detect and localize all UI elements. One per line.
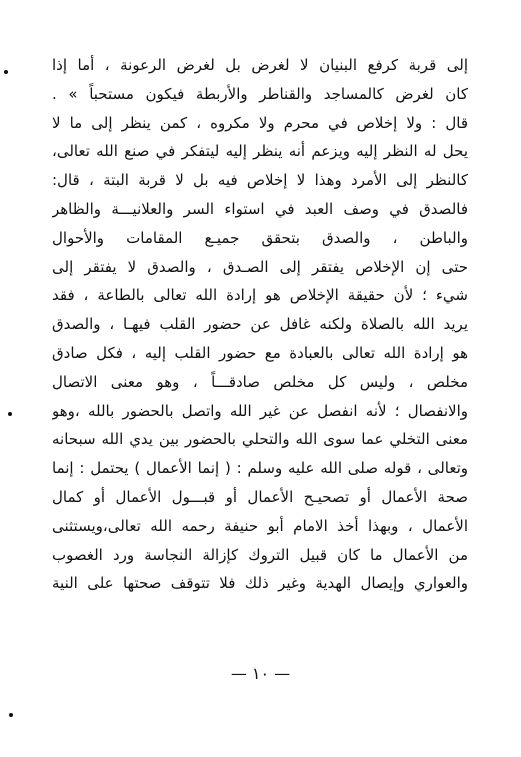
text-line: كالنظر إلى الأمرد وهذا لا إخلاص فيه بل لا قربة البتة ، قال: (52, 171, 468, 190)
text-line: شيء ؛ لأن حقيقة الإخلاص هو إرادة الله تعالى بالطاعة ، فقد (52, 286, 468, 305)
text-line: مخلص ، وليس كل مخلص صادقـــاً ، وهو معنى الاتصال (52, 372, 468, 391)
margin-mark (9, 713, 13, 717)
text-line: كان لغرض كالمساجد والقناطر والأربطة فيكون مستحباً » . (52, 84, 468, 103)
text-line: وتعالى ، قوله صلى الله عليه وسلم : ( إنما الأعمال ) يحتمل : إنما (52, 459, 468, 478)
text-line: إلى قربة كرفع البنيان لا لغرض بل لغرض الرعونة ، أما إذا (52, 56, 468, 74)
text-line: هو إرادة الله تعالى بالعبادة مع حضور القلب إليه ، فكل صادق (52, 343, 468, 362)
text-line: معنى التخلي عما سوى الله والتحلي بالحضور بين يدي الله سبحانه (52, 430, 468, 449)
page-number: — ١٠ — (230, 664, 291, 683)
text-line: والانفصال ؛ لأنه انفصل عن غير الله واتصل بالحضور بالله ،وهو (52, 401, 468, 420)
text-line: يريد الله بالصلاة ولكنه غافل عن حضور القلب فيهـا ، والصدق (52, 315, 468, 334)
margin-mark (4, 70, 8, 74)
text-line: والباطن ، والصدق بتحقق جميـع المقامات والأحوال (52, 228, 468, 247)
text-line: من الأعمال ما كان قبيل التروك كإزالة النجاسة ورد الغصوب (52, 545, 468, 564)
margin-mark (8, 412, 12, 416)
text-line: والعواري وإيصال الهدية وغير ذلك فلا تتوقف صحتها على النية (52, 574, 468, 593)
text-line: صحة الأعمال أو تصحيـح الأعمال أو قبـــول الأعمال أو كمال (52, 487, 468, 506)
text-line: حتى إن الإخلاص يفتقر إلى الصـدق ، والصدق لا يفتقر إلى (52, 257, 468, 276)
text-line: قال : ولا إخلاص في محرم ولا مكروه ، كمن ينظر إلى ما لا (52, 113, 468, 132)
body-text (52, 51, 468, 598)
text-line: الأعمال ، وبهذا أخذ الامام أبو حنيفة رحمه الله تعالى،ويستثنى (52, 516, 468, 535)
text-line: فالصدق في وصف العبد في استواء السر والعلانيـــة والظاهر (52, 199, 468, 218)
text-line: يحل له النظر إليه ويزعم أنه ينظر إليه ليتفكر في صنع الله تعالى، (52, 142, 468, 161)
